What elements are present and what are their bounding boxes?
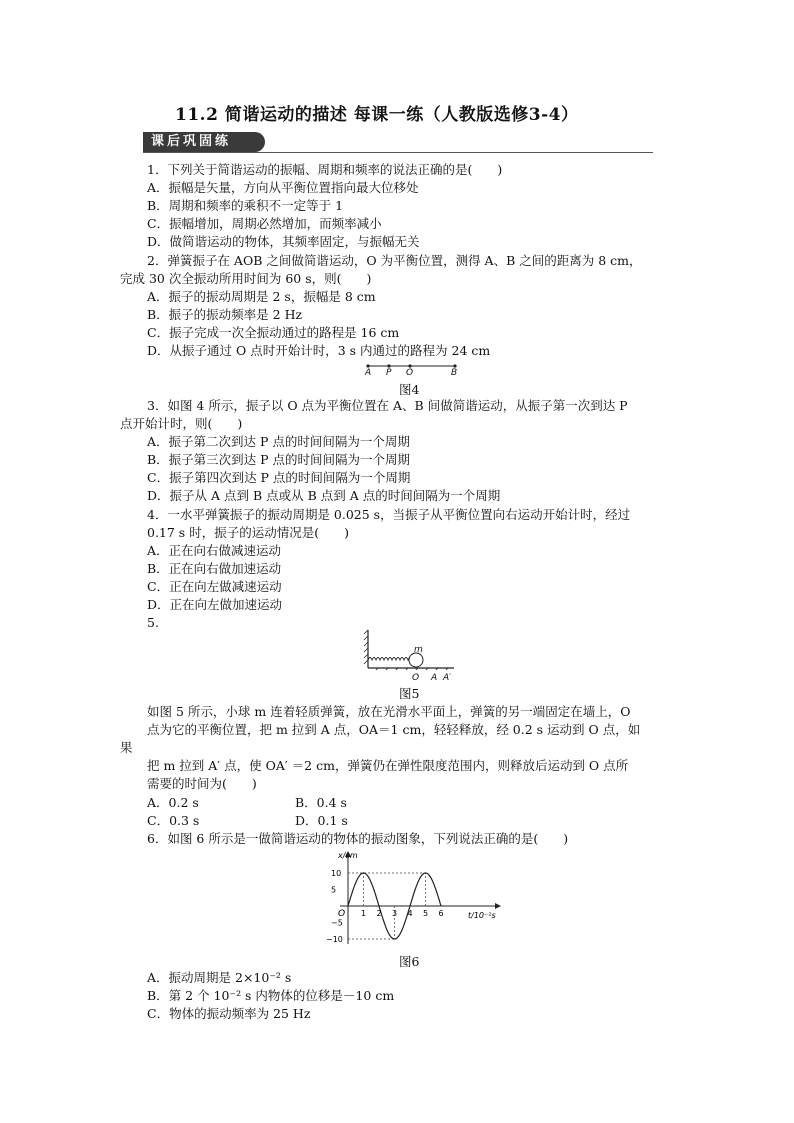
y-tick-label: −10 xyxy=(326,935,343,944)
fig5-label-a-prime: A′ xyxy=(443,673,452,683)
q6-option-b: B．第 2 个 10⁻² s 内物体的位移是－10 cm xyxy=(147,988,395,1003)
q1-option-c: C．振幅增加，周期必然增加，而频率减小 xyxy=(147,216,382,231)
q5-stem-cont-4: 需要的时间为( ) xyxy=(147,776,257,791)
q2-option-d: D．从振子通过 O 点时开始计时，3 s 内通过的路程为 24 cm xyxy=(147,343,491,358)
x-axis-label: t/10⁻²s xyxy=(468,911,496,920)
q3-option-a: A．振子第二次到达 P 点的时间间隔为一个周期 xyxy=(147,434,410,449)
q5-option-b: B．0.4 s xyxy=(295,795,347,810)
y-tick-label: 10 xyxy=(331,869,342,878)
q1-option-b: B．周期和频率的乘积不一定等于 1 xyxy=(147,198,344,213)
q3-option-c: C．振子第四次到达 P 点的时间间隔为一个周期 xyxy=(147,470,411,485)
fig5-label-o: O xyxy=(412,673,420,683)
x-tick-label: 1 xyxy=(361,909,367,918)
q2-option-c: C．振子完成一次全振动通过的路程是 16 cm xyxy=(147,325,400,340)
q2-stem: 2．弹簧振子在 AOB 之间做简谐运动，O 为平衡位置，测得 A、B 之间的距离为 8 cm， xyxy=(147,253,642,268)
section-divider xyxy=(143,152,653,153)
q4-stem-cont: 0.17 s 时，振子的运动情况是( ) xyxy=(147,525,349,540)
q5-stem-cont-1: 点为它的平衡位置，把 m 拉到 A 点，OA＝1 cm，轻轻释放，经 0.2 s 运动到 O 点，如 xyxy=(147,722,641,737)
q1-option-a: A．振幅是矢量，方向从平衡位置指向最大位移处 xyxy=(147,180,419,195)
q1-option-d: D．做简谐运动的物体，其频率固定，与振幅无关 xyxy=(147,234,420,249)
q5-stem-cont-3: 把 m 拉到 A′ 点，使 OA′ ＝2 cm，弹簧仍在弹性限度范围内，则释放后运动到 O 点所 xyxy=(147,758,629,773)
section-badge: 课后巩固练 xyxy=(143,132,265,152)
q3-option-d: D．振子从 A 点到 B 点或从 B 点到 A 点的时间间隔为一个周期 xyxy=(147,488,501,503)
q4-option-b: B．正在向右做加速运动 xyxy=(147,561,282,576)
y-tick-label: −5 xyxy=(331,918,343,928)
q4-stem: 4．一水平弹簧振子的振动周期是 0.025 s，当振子从平衡位置向右运动开始计时，经过 xyxy=(147,507,631,522)
figure-6-caption: 图6 xyxy=(399,954,420,969)
q2-stem-cont: 完成 30 次全振动所用时间为 60 s，则( ) xyxy=(120,271,372,286)
page-title: 11.2 简谐运动的描述 每课一练（人教版选修3-4） xyxy=(175,105,579,125)
fig5-label-a: A xyxy=(431,673,438,683)
q5-stem-cont-2: 果 xyxy=(120,740,133,755)
origin-label: O xyxy=(338,909,346,919)
figure-5-diagram xyxy=(362,628,462,670)
fig4-label-b: B xyxy=(451,368,458,378)
y-tick-label: 5 xyxy=(331,885,337,895)
figure-4-caption: 图4 xyxy=(399,382,420,397)
x-tick-label: 5 xyxy=(423,909,429,918)
x-tick-label: 3 xyxy=(392,909,398,918)
figure-6-chart xyxy=(320,848,510,948)
q3-stem-cont: 点开始计时，则( ) xyxy=(120,416,243,431)
q4-option-d: D．正在向左做加速运动 xyxy=(147,597,283,612)
q6-option-a: A．振动周期是 2×10⁻² s xyxy=(147,970,292,985)
q4-option-c: C．正在向左做减速运动 xyxy=(147,579,282,594)
x-tick-label: 4 xyxy=(407,909,413,918)
q1-stem: 1．下列关于简谐运动的振幅、周期和频率的说法正确的是( ) xyxy=(147,162,503,177)
q5-option-d: D．0.1 s xyxy=(295,813,348,828)
x-tick-label: 6 xyxy=(438,909,444,918)
q5-number: 5. xyxy=(147,615,159,630)
q3-option-b: B．振子第三次到达 P 点的时间间隔为一个周期 xyxy=(147,452,411,467)
fig4-label-p: P xyxy=(386,368,392,378)
x-tick-label: 2 xyxy=(376,909,382,918)
q6-stem: 6．如图 6 所示是一做简谐运动的物体的振动图象，下列说法正确的是( ) xyxy=(147,831,569,846)
fig4-label-a: A xyxy=(365,368,372,378)
y-axis-label: x/cm xyxy=(338,851,358,860)
q4-option-a: A．正在向右做减速运动 xyxy=(147,543,282,558)
fig4-label-o: O xyxy=(406,368,414,378)
q3-stem: 3．如图 4 所示，振子以 O 点为平衡位置在 A、B 间做简谐运动，从振子第一次到达 P xyxy=(147,398,628,413)
q5-stem: 如图 5 所示，小球 m 连着轻质弹簧，放在光滑水平面上，弹簧的另一端固定在墙上，O xyxy=(147,704,631,719)
q5-option-c: C．0.3 s xyxy=(147,813,200,828)
fig5-mass-label: m xyxy=(414,645,423,655)
q2-option-b: B．振子的振动频率是 2 Hz xyxy=(147,307,303,322)
q6-option-c: C．物体的振动频率为 25 Hz xyxy=(147,1006,311,1021)
q5-option-a: A．0.2 s xyxy=(147,795,199,810)
q2-option-a: A．振子的振动周期是 2 s，振幅是 8 cm xyxy=(147,289,376,304)
figure-5-caption: 图5 xyxy=(399,686,420,701)
